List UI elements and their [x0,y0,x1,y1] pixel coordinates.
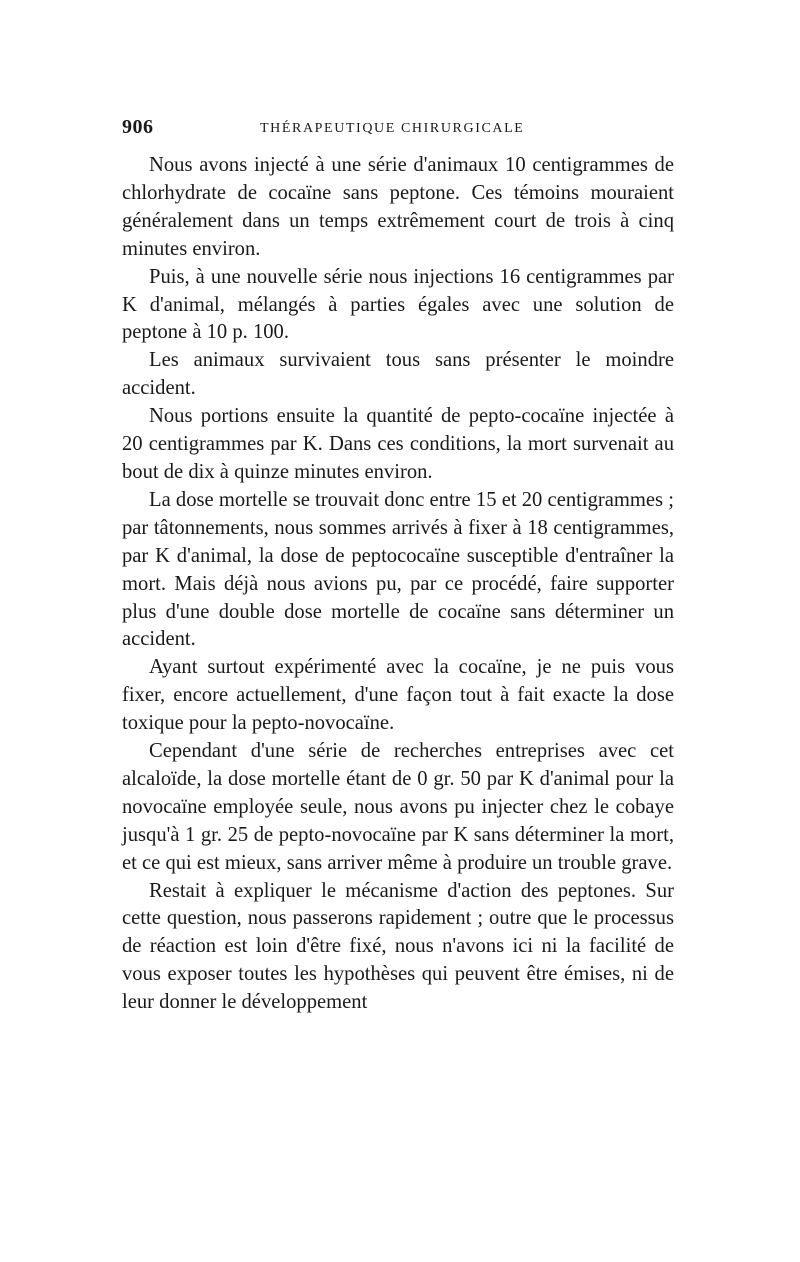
paragraph: Nous portions ensuite la quantité de pepto-cocaïne injectée à 20 centigrammes par K. Dans ces conditions, la mort survenait au bout de dix à quinze minutes environ. [122,405,674,483]
paragraph: Puis, à une nouvelle série nous injections 16 centigrammes par K d'animal, mélangés à parties égales avec une solution de peptone à 10 p. 100. [122,265,674,344]
paragraph: Restait à expliquer le mécanisme d'action des peptones. Sur cette question, nous passerons rapidement ; outre que le processus de réaction est loin d'être fixé, nous n'avons ici ni la facilité de vous exposer toutes les hypothèses qui peuvent être émises, ni de leur donner le développement [122,879,674,1014]
running-title: THÉRAPEUTIQUE CHIRURGICALE [260,121,525,136]
running-head [122,116,674,146]
body-text [122,152,674,1017]
paragraph: Ayant surtout expérimenté avec la cocaïne, je ne puis vous fixer, encore actuellement, d'une façon tout à fait exacte la dose toxique pour la pepto-novocaïne. [122,656,674,735]
paragraph: La dose mortelle se trouvait donc entre 15 et 20 centigrammes ; par tâtonnements, nous sommes arrivés à fixer à 18 centigrammes, par K d'animal, la dose de peptococaïne susceptible d'entraîner la mort. Mais déjà nous avions pu, par ce procédé, faire supporter plus d'une double dose mortelle de cocaïne sans déterminer un accident. [122,488,674,651]
paragraph: Les animaux survivaient tous sans présenter le moindre accident. [122,349,674,400]
paragraph: Cependant d'une série de recherches entreprises avec cet alcaloïde, la dose mortelle étant de 0 gr. 50 par K d'animal pour la novocaïne employée seule, nous avons pu injecter chez le cobaye jusqu'à 1 gr. 25 de pepto-novocaïne par K sans déterminer la mort, et ce qui est mieux, sans arriver même à produire un trouble grave. [122,740,674,874]
paragraph: Nous avons injecté à une série d'animaux 10 centigrammes de chlorhydrate de cocaïne sans peptone. Ces témoins mouraient généralement dans un temps extrêmement court de trois à cinq minutes environ. [122,154,674,260]
page-number: 906 [122,116,154,138]
